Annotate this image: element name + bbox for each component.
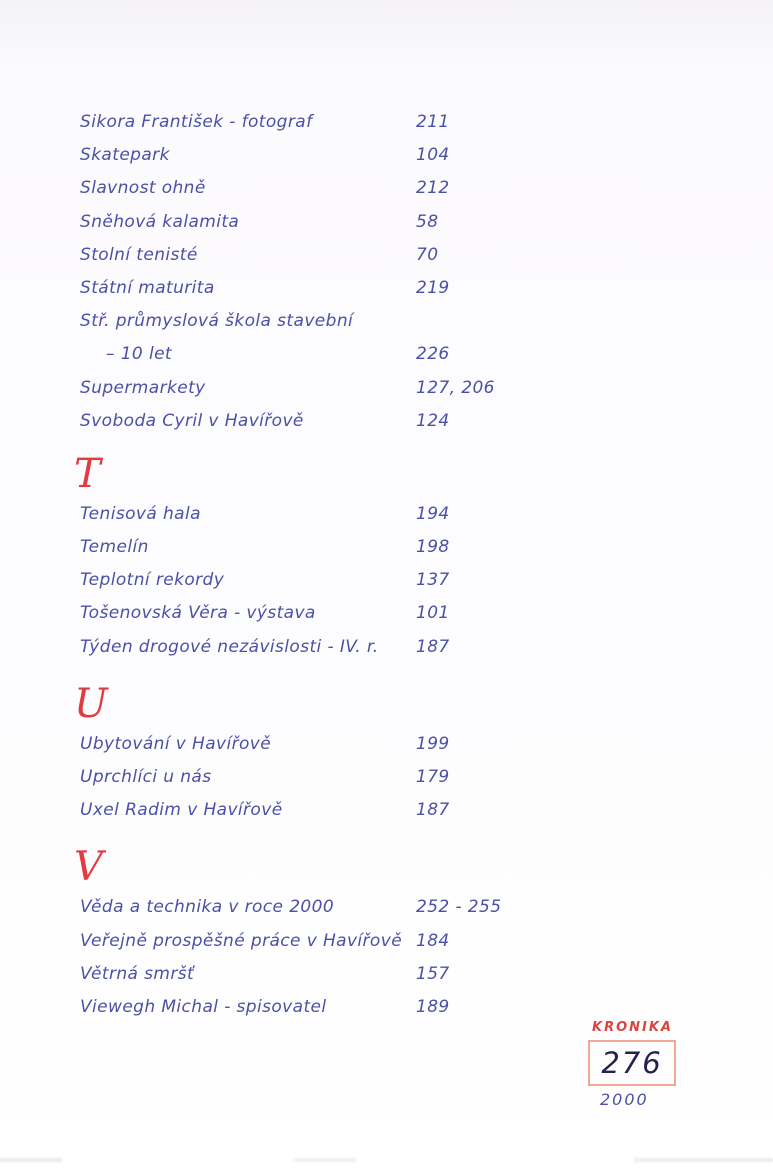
entry-title: Teplotní rekordy (80, 570, 225, 591)
entry-page-number: 104 (416, 145, 450, 166)
entry-title: Týden drogové nezávislosti - IV. r. (80, 636, 379, 657)
entry-page-number: 101 (416, 603, 450, 624)
index-entry (80, 411, 700, 444)
index-entry (80, 245, 700, 278)
entry-title: Temelín (80, 537, 149, 558)
entry-title: Svoboda Cyril v Havířově (80, 410, 304, 431)
entry-title: Skatepark (80, 145, 170, 166)
entry-page-number: 252 - 255 (416, 897, 502, 918)
index-list (74, 112, 700, 1030)
entry-page-number: 179 (416, 767, 450, 787)
entry-page-number: 226 (416, 344, 450, 365)
stamp-page-number: 276 (601, 1046, 663, 1080)
entry-title: Uprchlíci u nás (80, 767, 212, 787)
index-entry (80, 767, 700, 800)
section-letter-t: T (74, 450, 101, 497)
entry-title: Supermarkety (80, 377, 206, 398)
entry-title: Veřejně prospěšné práce v Havířově (80, 930, 403, 951)
entry-title: Uxel Radim v Havířově (80, 800, 283, 821)
index-entry (80, 378, 700, 411)
entry-page-number: 187 (416, 800, 450, 821)
entry-page-number: 219 (416, 277, 450, 298)
entry-title: Viewegh Michal - spisovatel (80, 996, 327, 1017)
index-entry (80, 212, 700, 245)
entry-title: Věda a technika v roce 2000 (80, 897, 335, 918)
entry-title: Sněhová kalamita (80, 211, 240, 232)
entry-title: Tošenovská Věra - výstava (80, 603, 316, 624)
entry-page-number: 198 (416, 537, 450, 558)
stamp-number-box (588, 1040, 676, 1086)
index-entry (80, 800, 700, 833)
entry-title: Stř. průmyslová škola stavební (80, 311, 354, 332)
index-entry (80, 734, 700, 767)
stamp-year: 2000 (600, 1090, 649, 1109)
index-entry-continuation (80, 344, 700, 377)
entry-title: Větrná smršť (80, 963, 195, 984)
section-letter-v: V (74, 844, 103, 891)
entry-page-number: 127, 206 (416, 377, 495, 398)
index-entry (80, 964, 700, 997)
index-entry (80, 637, 700, 670)
index-entry (80, 278, 700, 311)
entry-page-number: 199 (416, 733, 450, 754)
entry-page-number: 70 (416, 244, 439, 265)
index-entry (80, 504, 700, 537)
entry-page-number: 124 (416, 410, 450, 431)
entry-page-number: 189 (416, 996, 450, 1017)
entry-page-number: 211 (416, 112, 450, 132)
entry-page-number: 58 (416, 211, 439, 232)
entry-title: Stolní tenisté (80, 244, 198, 265)
entry-title: Ubytování v Havířově (80, 733, 272, 754)
kronika-stamp (588, 1020, 680, 1109)
index-entry (80, 311, 700, 344)
index-entry (80, 112, 700, 145)
entry-page-number: 212 (416, 178, 450, 199)
index-entry (80, 537, 700, 570)
entry-title: – 10 let (106, 344, 172, 365)
index-entry (80, 178, 700, 211)
index-entry (80, 897, 700, 930)
entry-title: Slavnost ohně (80, 178, 206, 199)
entry-title: Tenisová hala (80, 503, 201, 524)
index-entry (80, 570, 700, 603)
entry-page-number: 184 (416, 930, 450, 951)
index-entry (80, 145, 700, 178)
entry-page-number: 137 (416, 570, 450, 591)
index-entry (80, 603, 700, 636)
entry-title: Státní maturita (80, 277, 215, 298)
entry-page-number: 194 (416, 503, 450, 524)
entry-page-number: 187 (416, 636, 450, 657)
section-letter-u: U (74, 680, 108, 727)
entry-title: Sikora František - fotograf (80, 112, 313, 132)
stamp-label: KRONIKA (592, 1020, 673, 1035)
index-entry (80, 931, 700, 964)
entry-page-number: 157 (416, 963, 450, 984)
